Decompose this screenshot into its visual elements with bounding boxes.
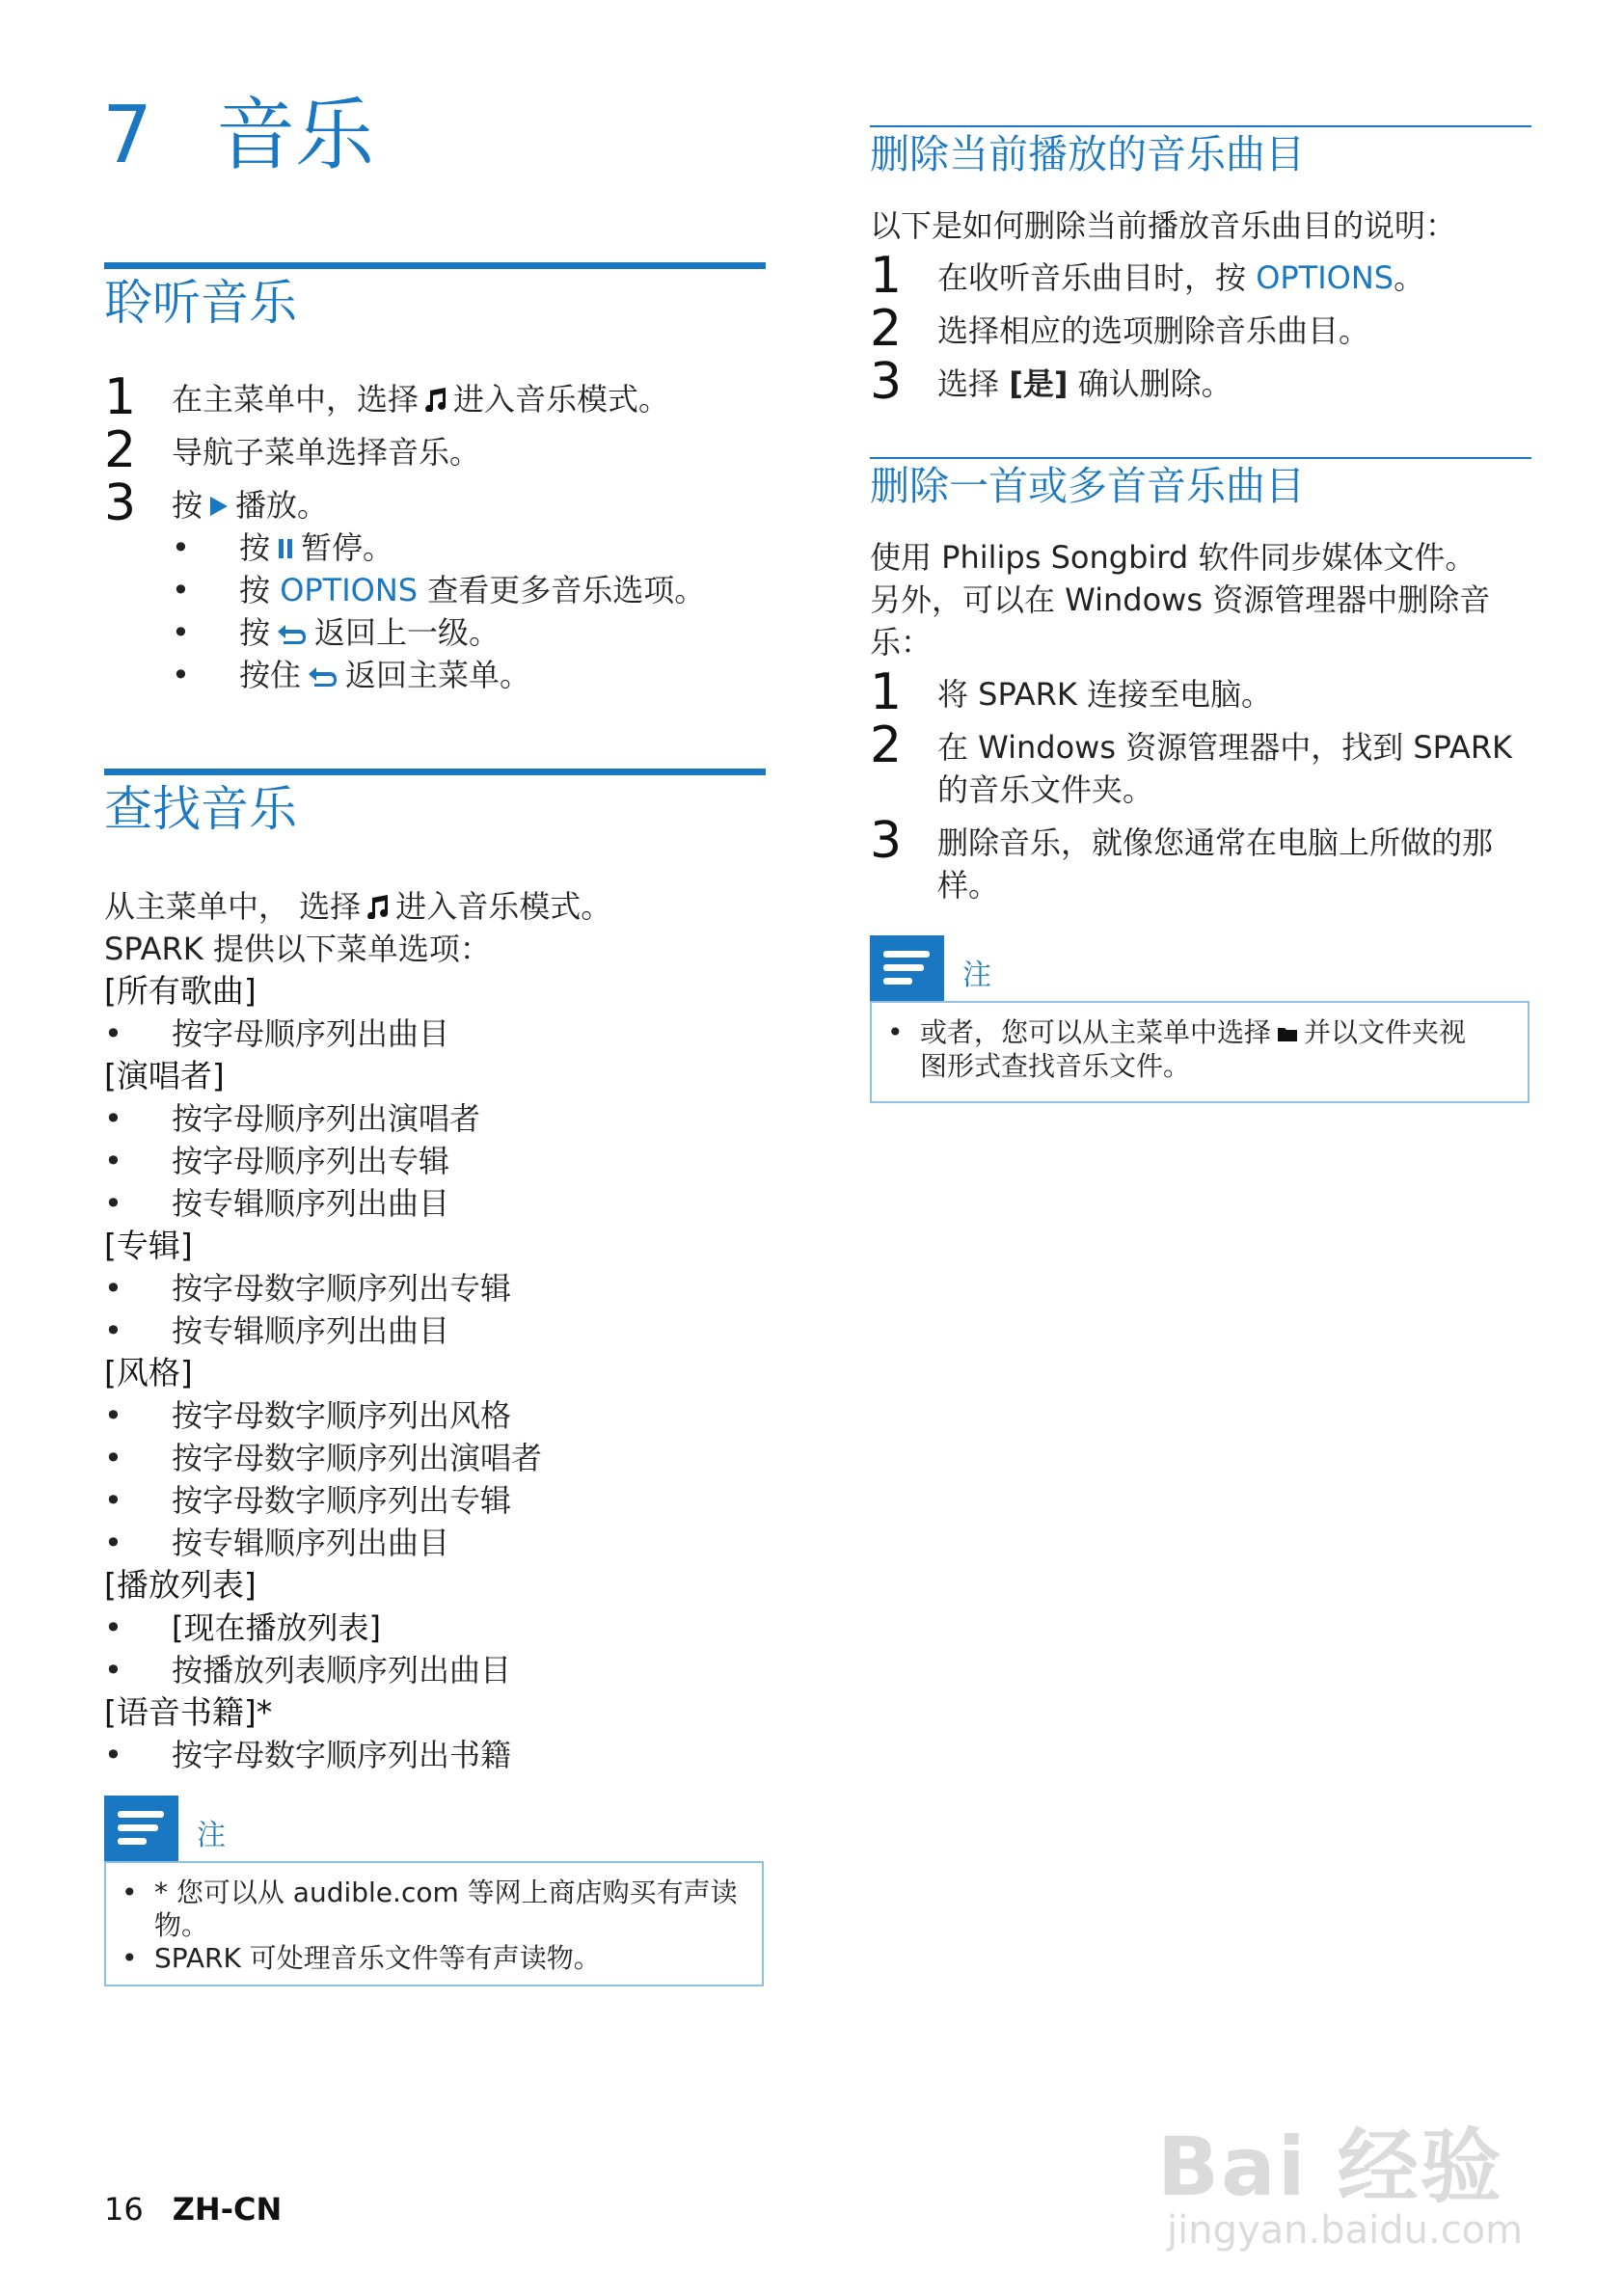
option-text: 按字母顺序列出专辑: [172, 1143, 450, 1179]
note-text: SPARK 可处理音乐文件等有声读物。: [154, 1942, 601, 1974]
pause-icon: [276, 528, 295, 571]
step-number: 1: [104, 368, 137, 426]
subsection-rule: [870, 457, 1531, 459]
delete-current-intro: 以下是如何删除当前播放音乐曲目的说明：: [870, 207, 1457, 244]
options-keyword: OPTIONS: [280, 572, 419, 608]
note-label: 注: [962, 959, 991, 992]
music-note-icon: [366, 887, 390, 930]
note-icon: [870, 935, 944, 1001]
watermark-url: jingyan.baidu.com: [1167, 2208, 1524, 2253]
note-label: 注: [197, 1819, 226, 1852]
bullet-text: 按住: [239, 657, 302, 693]
step-number: 3: [104, 474, 137, 532]
option-text: 按字母顺序列出曲目: [172, 1015, 450, 1052]
option-text: 按专辑顺序列出曲目: [172, 1312, 450, 1349]
bullet-text: 查看更多音乐选项。: [427, 572, 706, 608]
step-text: 样。: [937, 867, 1000, 904]
confirm-option: [是]: [1009, 365, 1069, 402]
section-rule: [104, 262, 766, 269]
option-text: 按播放列表顺序列出曲目: [172, 1652, 512, 1688]
step-text: 在 Windows 资源管理器中，找到 SPARK: [937, 729, 1513, 766]
menu-group-label: [专辑]: [104, 1227, 193, 1264]
option-text: 按字母数字顺序列出专辑: [172, 1482, 512, 1519]
option-text: 按专辑顺序列出曲目: [172, 1185, 450, 1222]
step-number: 2: [104, 421, 137, 479]
step-text: 确认删除。: [1077, 365, 1232, 402]
step-text: 在主菜单中，选择: [172, 381, 420, 418]
option-text: 按字母数字顺序列出书籍: [172, 1737, 512, 1773]
chapter-number: 7: [102, 90, 153, 181]
step-text: 按: [172, 487, 203, 524]
step-text: 的音乐文件夹。: [937, 771, 1154, 808]
note-icon: [104, 1796, 178, 1861]
menu-group-label: [演唱者]: [104, 1057, 225, 1094]
bullet-text: 按: [239, 614, 271, 651]
step-text: 播放。: [235, 487, 329, 524]
find-intro-2: SPARK 提供以下菜单选项：: [104, 931, 491, 967]
step-number: 1: [870, 663, 903, 721]
delete-multi-intro: 乐：: [870, 624, 933, 661]
play-icon: [208, 486, 230, 528]
delete-multi-intro: 使用 Philips Songbird 软件同步媒体文件。: [870, 539, 1476, 576]
chapter-title: 音乐: [216, 90, 375, 181]
option-text: 按字母数字顺序列出专辑: [172, 1270, 512, 1307]
step-text: 导航子菜单选择音乐。: [172, 434, 481, 471]
step-text: 选择: [937, 365, 1000, 402]
back-icon: [307, 656, 339, 698]
step-number: 2: [870, 300, 903, 358]
bullet-text: 暂停。: [301, 529, 394, 566]
subsection-title-delete-multi: 删除一首或多首音乐曲目: [870, 463, 1305, 509]
option-text: 按专辑顺序列出曲目: [172, 1525, 450, 1561]
bullet-text: 返回主菜单。: [345, 657, 531, 693]
note-text: 或者，您可以从主菜单中选择: [920, 1016, 1272, 1048]
options-keyword: OPTIONS: [1256, 259, 1394, 296]
menu-group-label: [风格]: [104, 1354, 193, 1391]
back-icon: [276, 613, 309, 656]
option-text: 按字母数字顺序列出风格: [172, 1397, 512, 1434]
delete-multi-intro: 另外，可以在 Windows 资源管理器中删除音: [870, 581, 1491, 618]
intro-text: 进入音乐模式。: [395, 888, 612, 925]
step-text: 进入音乐模式。: [453, 381, 670, 418]
baidu-watermark: [1157, 2064, 1543, 2256]
watermark-logo-text: Bai 经验: [1157, 2120, 1503, 2214]
step-text: 删除音乐，就像您通常在电脑上所做的那: [937, 824, 1494, 861]
section-title-listen: 聆听音乐: [104, 275, 297, 331]
subsection-rule: [870, 125, 1531, 127]
page-footer: [104, 2191, 282, 2228]
step-text: 将 SPARK 连接至电脑。: [937, 676, 1273, 713]
page-number: 16: [104, 2191, 144, 2228]
find-intro: [104, 885, 611, 930]
folder-icon: [1277, 1017, 1298, 1050]
step-text: 在收听音乐曲目时，按: [937, 259, 1247, 296]
step-text: 。: [1394, 259, 1425, 296]
note-box: • * 您可以从 audible.com 等网上商店购买有声读物。 • SPARK 可处理音乐文件等有声读物。: [104, 1861, 764, 1986]
option-text: 按字母顺序列出演唱者: [172, 1100, 481, 1137]
menu-group-label: [播放列表]: [104, 1566, 257, 1604]
note-text: * 您可以从 audible.com 等网上商店购买有声读物。: [154, 1877, 738, 1941]
step-number: 1: [870, 247, 903, 305]
music-note-icon: [424, 380, 447, 422]
section-rule: [104, 769, 766, 775]
menu-group-label: [语音书籍]*: [104, 1693, 273, 1731]
step-text: 选择相应的选项删除音乐曲目。: [937, 312, 1370, 349]
step-number: 3: [870, 812, 903, 870]
menu-group-label: [所有歌曲]: [104, 972, 257, 1010]
bullet-text: 按: [239, 572, 271, 608]
bullet-text: 按: [239, 529, 271, 566]
option-text: 按字母数字顺序列出演唱者: [172, 1440, 543, 1476]
chapter-heading: [102, 90, 375, 181]
section-title-find: 查找音乐: [104, 781, 297, 837]
bullet-text: 返回上一级。: [314, 614, 501, 651]
subsection-title-delete-current: 删除当前播放的音乐曲目: [870, 131, 1305, 177]
option-text: [现在播放列表]: [172, 1609, 381, 1646]
language-code: ZH-CN: [172, 2191, 283, 2228]
step-number: 2: [870, 716, 903, 774]
note-box: • 或者，您可以从主菜单中选择 并以文件夹视 图形式查找音乐文件。: [870, 1001, 1529, 1103]
note-text: 图形式查找音乐文件。: [920, 1050, 1191, 1082]
note-text: 并以文件夹视: [1304, 1016, 1467, 1048]
step-number: 3: [870, 353, 903, 411]
intro-text: 从主菜单中， 选择: [104, 888, 362, 925]
